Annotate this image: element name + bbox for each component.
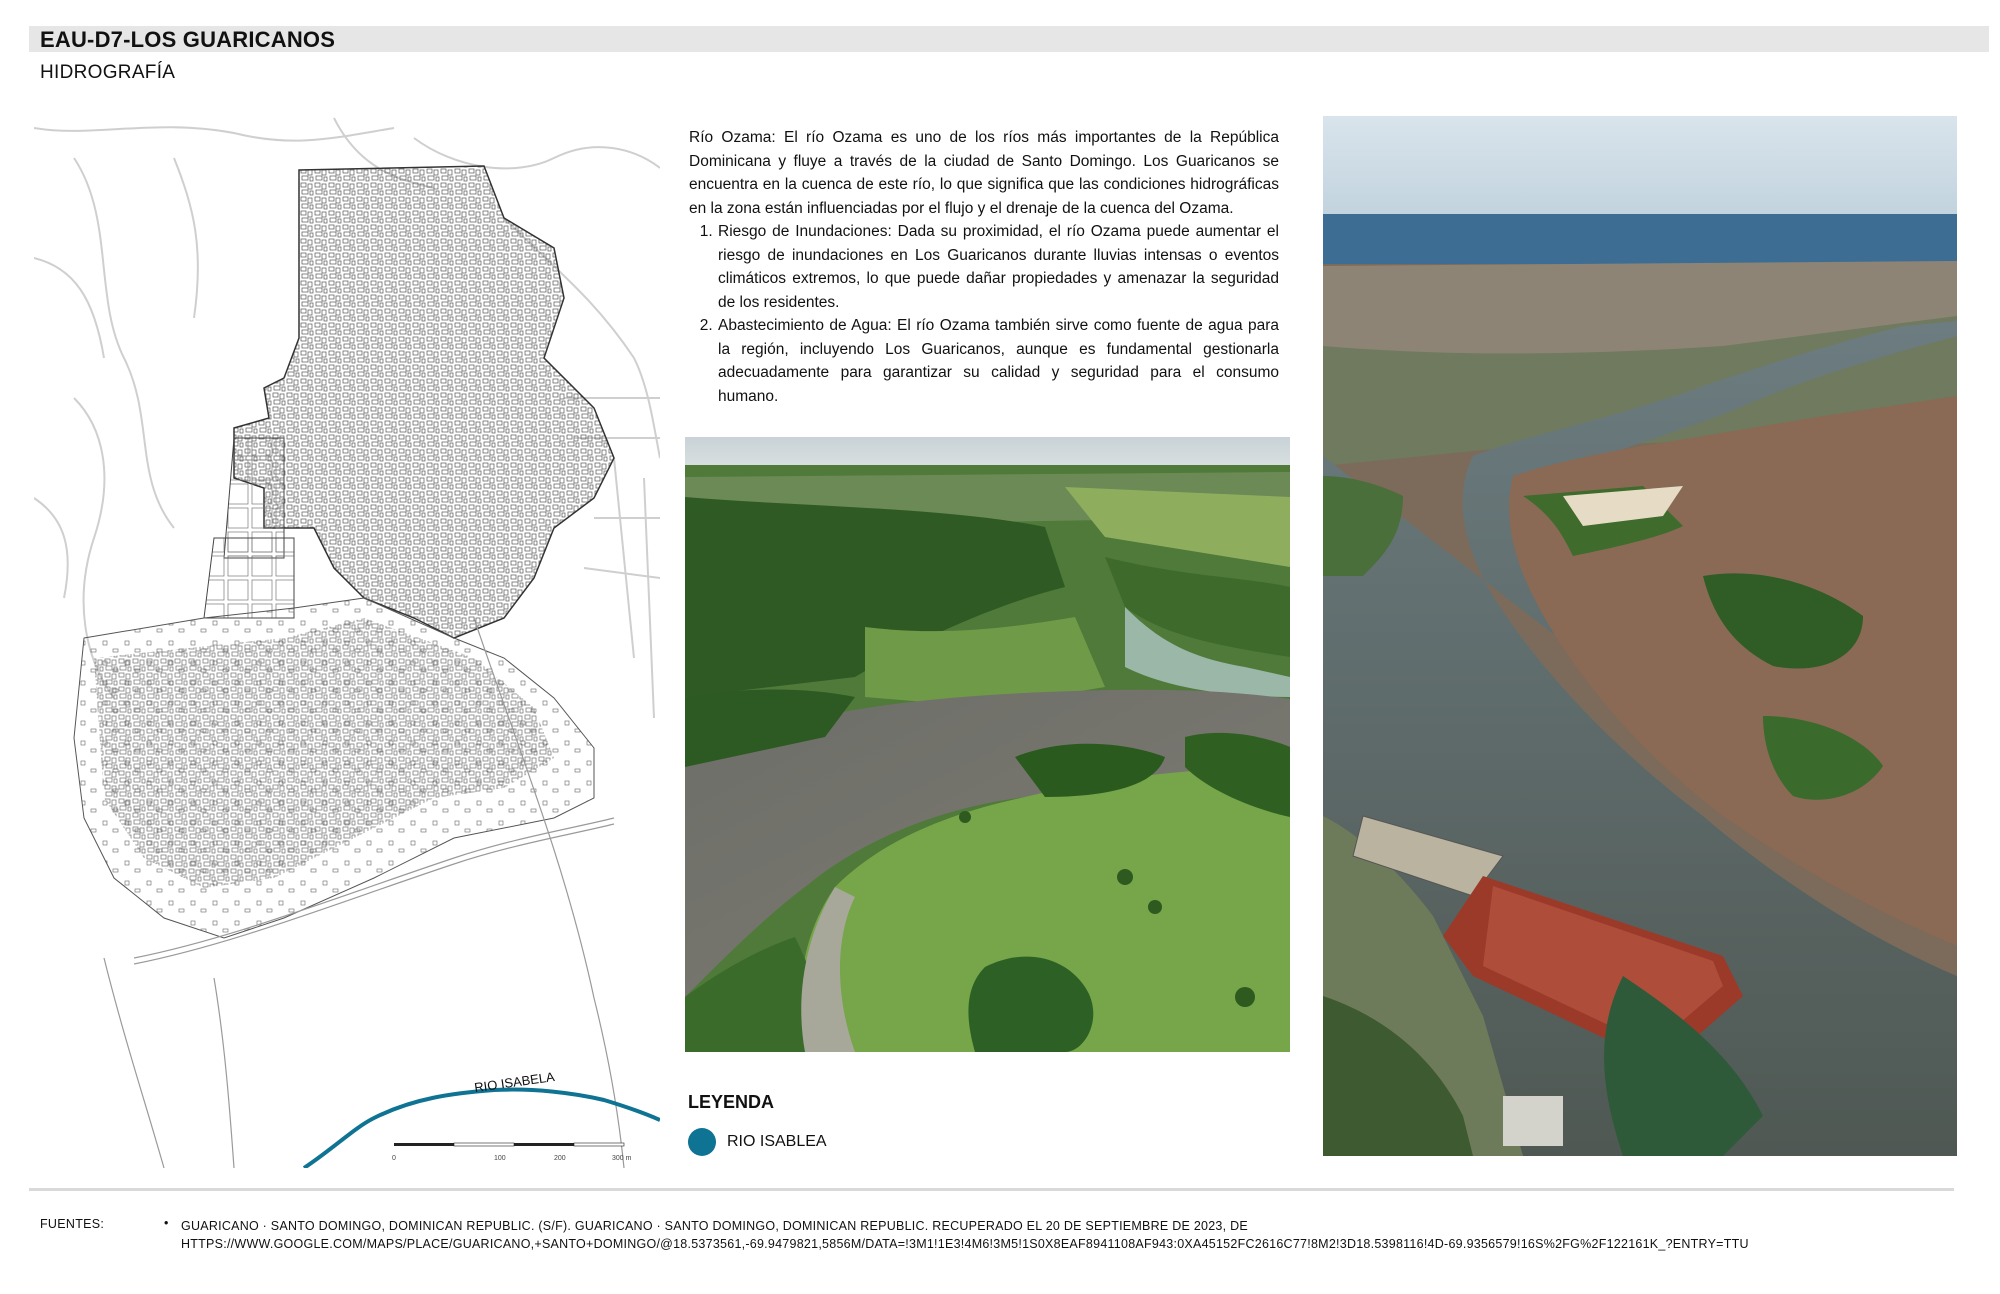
legend-river-label: RIO ISABLEA xyxy=(727,1133,827,1150)
bullet-icon: • xyxy=(164,1216,169,1230)
aerial-city-river-photo xyxy=(1323,116,1957,1156)
river-label: RIO ISABELA xyxy=(473,1068,556,1096)
scale-label: 200 xyxy=(554,1155,566,1162)
river-landscape-photo xyxy=(685,437,1290,1052)
page-title: EAU-D7-LOS GUARICANOS xyxy=(40,27,336,52)
list-item: 1. Riesgo de Inundaciones: Dada su proximidad, el río Ozama puede aumentar el riesgo de inundaciones en Los Guaricanos durante lluvias intensas o eventos climáticos extremos, lo que puede dañar propiedades y amenazar la seguridad de los residentes. xyxy=(717,220,1279,314)
scale-bar xyxy=(392,1143,632,1162)
river-line xyxy=(304,1090,660,1168)
page-subtitle: HIDROGRAFÍA xyxy=(40,62,176,83)
neighborhood-map xyxy=(34,98,660,1168)
legend-title: LEYENDA xyxy=(688,1092,775,1112)
numbered-list xyxy=(689,220,1279,408)
scale-label: 300 m xyxy=(612,1155,632,1162)
legend-river-swatch xyxy=(688,1128,716,1156)
source-citation xyxy=(181,1217,1981,1253)
intro-paragraph: Río Ozama: El río Ozama es uno de los ríos más importantes de la República Dominicana y fluye a través de la ciudad de Santo Domingo. Los Guaricanos se encuentra en la cuenca de este río, lo que significa que las condiciones hidrográficas en la zona están influenciadas por el flujo y el drenaje de la cuenca del Ozama. xyxy=(689,129,1279,217)
scale-label: 100 xyxy=(494,1155,506,1162)
description-text xyxy=(689,126,1279,408)
sources-label: FUENTES: xyxy=(40,1217,105,1231)
source-line: GUARICANO · SANTO DOMINGO, DOMINICAN REPUBLIC. (S/F). GUARICANO · SANTO DOMINGO, DOMINICAN REPUBLIC. RECUPERADO EL 20 DE SEPTIEMBRE DE 2023, DE xyxy=(181,1219,1248,1233)
list-item: 2. Abastecimiento de Agua: El río Ozama también sirve como fuente de agua para la región, incluyendo Los Guaricanos, aunque es fundamental gestionarla adecuadamente para garantizar su calidad y seguridad para el consumo humano. xyxy=(717,314,1279,408)
source-url: HTTPS://WWW.GOOGLE.COM/MAPS/PLACE/GUARICANO,+SANTO+DOMINGO/@18.5373561,-69.9479821,5856M/DATA=!3M1!1E3!4M6!3M5!1S0X8EAF8941108AF943:0XA45152FC2616C77!8M2!3D18.5398116!4D-69.9356579!16S%2FG%2F122161K_?ENTRY=TTU xyxy=(181,1237,1749,1251)
footer-divider xyxy=(29,1188,1954,1191)
scale-label: 0 xyxy=(392,1155,396,1162)
